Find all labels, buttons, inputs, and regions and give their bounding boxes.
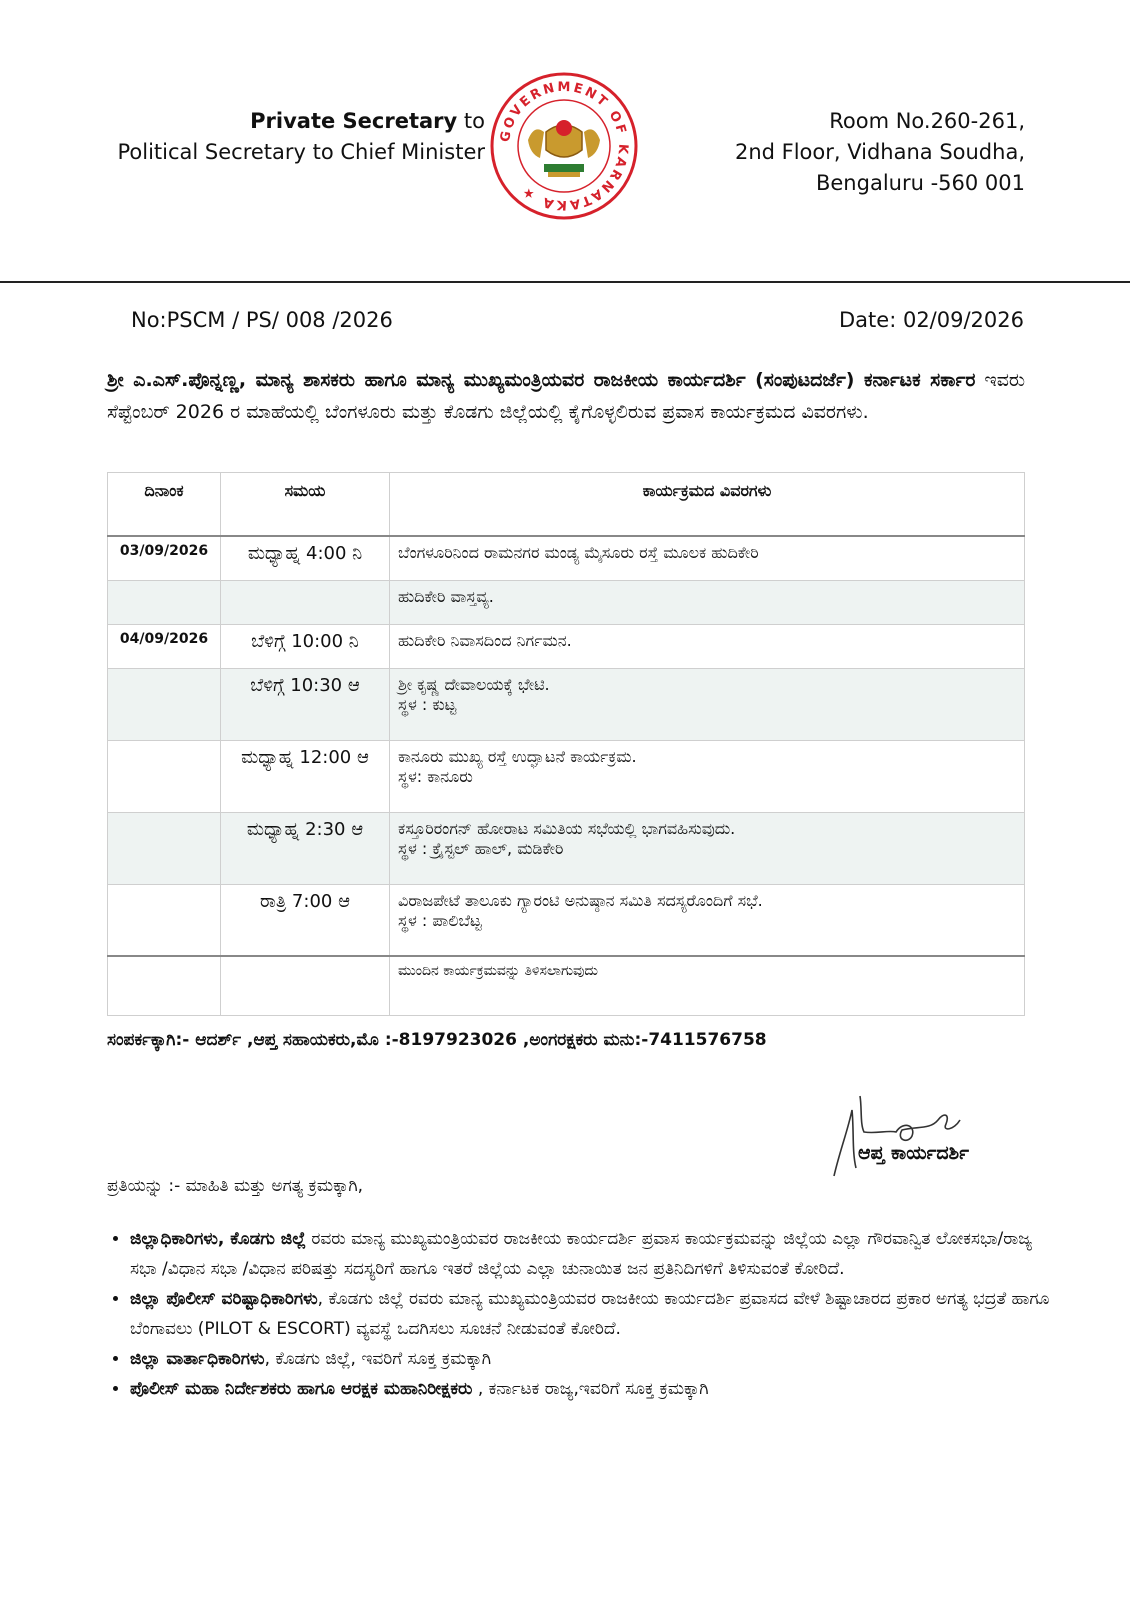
table-header-row [108,473,1025,537]
list-item [130,1224,1050,1284]
sender-title-line2: Political Secretary to Chief Minister [117,140,485,164]
details-location: ಸ್ಥಳ : ಪಾಲಿಬೆಟ್ಟ [398,910,482,930]
intro-paragraph [107,364,1025,428]
row-details [390,580,1025,624]
header-date: ದಿನಾಂಕ [108,473,221,537]
intro-rest: ಇವರು ಸೆಪ್ಟೆಂಬರ್ 2026 ರ ಮಾಹೆಯಲ್ಲಿ ಬೆಂಗಳೂರು ಮತ್ತು ಕೊಡಗು ಜಿಲ್ಲೆಯಲ್ಲಿ ಕೈಗೊಳ್ಳಲಿರುವ ಪ್ರವಾಸ ಕಾರ್ಯಕ್ರಮದ ವಿವರಗಳು. [107,369,1026,423]
list-item [130,1374,1050,1404]
details-location: ಸ್ಥಳ : ಕುಟ್ಟ [398,694,457,714]
details-line1: ಕಸ್ತೂರಿರಂಗನ್ ಹೋರಾಟ ಸಮಿತಿಯ ಸಭೆಯಲ್ಲಿ ಭಾಗವಹಿಸುವುದು. [398,818,736,838]
table-row [108,884,1025,956]
signature-icon [826,1090,1016,1180]
row-time: ಬೆಳಿಗ್ಗೆ 10:30 ಆ [221,668,390,740]
intro-bold: ಶ್ರೀ ಎ.ಎಸ್.ಪೊನ್ನಣ್ಣ, ಮಾನ್ಯ ಶಾಸಕರು ಹಾಗೂ ಮಾನ್ಯ ಮುಖ್ಯಮಂತ್ರಿಯವರ ರಾಜಕೀಯ ಕಾರ್ಯದರ್ಶಿ (ಸಂಪುಟದರ್ಜೆ) ಕರ್ನಾಟಕ ಸರ್ಕಾರ [107,369,976,391]
row-time: ಮಧ್ಯಾಹ್ನ 4:00 ನಿ [221,536,390,580]
row-time: ರಾತ್ರಿ 7:00 ಆ [221,884,390,956]
table-row [108,668,1025,740]
row-date [108,668,221,740]
recipient-list [110,1224,1050,1404]
schedule-table [107,472,1025,1016]
row-date: 04/09/2026 [108,624,221,668]
recipient-instruction: ರವರು ಮಾನ್ಯ ಮುಖ್ಯಮಂತ್ರಿಯವರ ರಾಜಕೀಯ ಕಾರ್ಯದರ್ಶಿ ಪ್ರವಾಸ ಕಾರ್ಯಕ್ರಮವನ್ನು ಜಿಲ್ಲೆಯ ಎಲ್ಲಾ ಗೌರವಾನ್ವಿತ ಲೋಕಸಭಾ/ರಾಜ್ಯ ಸಭಾ /ವಿಧಾನ ಸಭಾ /ವಿಧಾನ ಪರಿಷತ್ತು ಸದಸ್ಯರಿಗೆ ಹಾಗೂ ಇತರೆ ಜಿಲ್ಲೆಯ ಎಲ್ಲಾ ಚುನಾಯಿತ ಜನ ಪ್ರತಿನಿದಿಗಳಿಗೆ ತಿಳಿಸುವಂತೆ ಕೋರಿದೆ. [130,1229,1033,1279]
header-details: ಕಾರ್ಯಕ್ರಮದ ವಿವರಗಳು [390,473,1025,537]
table-row [108,536,1025,580]
recipient-name: ಜಿಲ್ಲಾ ವಾರ್ತಾಧಿಕಾರಿಗಳು [130,1349,265,1369]
row-time [221,580,390,624]
recipient-name: ಪೊಲೀಸ್ ಮಹಾ ನಿರ್ದೇಶಕರು ಹಾಗೂ ಆರಕ್ಷಕ ಮಹಾನಿರೀಕ್ಷಕರು [130,1379,473,1399]
recipient-instruction: , ಕೊಡಗು ಜಿಲ್ಲೆ ರವರು ಮಾನ್ಯ ಮುಖ್ಯಮಂತ್ರಿಯವರ ರಾಜಕೀಯ ಕಾರ್ಯದರ್ಶಿ ಪ್ರವಾಸದ ವೇಳೆ ಶಿಷ್ಟಾಚಾರದ ಪ್ರಕಾರ ಅಗತ್ಯ ಭದ್ರತೆ ಹಾಗೂ ಬೆಂಗಾವಲು (PILOT & ESCORT) ವ್ಯವಸ್ಥೆ ಒದಗಿಸಲು ಸೂಚನೆ ನೀಡುವಂತೆ ಕೋರಿದೆ. [130,1289,1050,1339]
recipient-name: ಜಿಲ್ಲಾಧಿಕಾರಿಗಳು, ಕೊಡಗು ಜಿಲ್ಲೆ [130,1229,306,1249]
details-line1: ಹುದಿಕೇರಿ ನಿವಾಸದಿಂದ ನಿರ್ಗಮನ. [398,630,572,650]
sender-title-rest: to [457,109,485,133]
details-location: ಸ್ಥಳ: ಕಾನೂರು [398,766,473,786]
sender-designation [100,106,485,168]
recipient-name: ಜಿಲ್ಲಾ ಪೊಲೀಸ್ ವರಿಷ್ಟಾಧಿಕಾರಿಗಳು [130,1289,318,1309]
details-line1: ಬೆಂಗಳೂರಿನಿಂದ ರಾಮನಗರ ಮಂಡ್ಯ ಮೈಸೂರು ರಸ್ತೆ ಮೂಲಕ ಹುದಿಕೇರಿ [398,543,759,562]
recipient-instruction: , ಕೊಡಗು ಜಿಲ್ಲೆ, ಇವರಿಗೆ ಸೂಕ್ತ ಕ್ರಮಕ್ಕಾಗಿ [264,1349,492,1369]
signatory-title: ಆಪ್ತ ಕಾರ್ಯದರ್ಶಿ [858,1142,969,1164]
svg-text:GOVERNMENT OF KARNATAKA ★: GOVERNMENT OF KARNATAKA ★ [497,79,631,213]
reference-number: No:PSCM / PS/ 008 /2026 [131,308,393,332]
row-details [390,624,1025,668]
letter-date: Date: 02/09/2026 [839,308,1024,332]
government-seal-icon [488,70,640,222]
recipient-instruction: , ಕರ್ನಾಟಕ ರಾಜ್ಯ,ಇವರಿಗೆ ಸೂಕ್ತ ಕ್ರಮಕ್ಕಾಗಿ [472,1379,709,1399]
list-item [130,1344,1050,1374]
row-details [390,536,1025,580]
office-address [700,106,1025,199]
row-time: ಮಧ್ಯಾಹ್ನ 12:00 ಆ [221,740,390,812]
details-line1: ಹುದಿಕೇರಿ ವಾಸ್ತವ್ಯ. [398,586,494,606]
address-line-3: Bengaluru -560 001 [815,171,1025,195]
list-item [130,1284,1050,1344]
table-footer-row [108,956,1025,1016]
details-location: ಸ್ಥಳ : ಕ್ರೈಸ್ಟಲ್ ಹಾಲ್, ಮಡಿಕೇರಿ [398,838,564,858]
footer-note: ಮುಂದಿನ ಕಾರ್ಯಕ್ರಮವನ್ನು ತಿಳಿಸಲಾಗುವುದು [390,956,1025,1016]
table-row [108,740,1025,812]
footer-empty-time [221,956,390,1016]
table-row [108,812,1025,884]
copy-to-line: ಪ್ರತಿಯನ್ನು :- ಮಾಹಿತಿ ಮತ್ತು ಅಗತ್ಯ ಕ್ರಮಕ್ಕಾಗಿ, [107,1176,364,1196]
row-date [108,580,221,624]
address-line-2: 2nd Floor, Vidhana Soudha, [734,140,1025,164]
row-time: ಬೆಳಿಗ್ಗೆ 10:00 ನಿ [221,624,390,668]
row-time: ಮಧ್ಯಾಹ್ನ 2:30 ಆ [221,812,390,884]
table-row [108,580,1025,624]
row-date: 03/09/2026 [108,536,221,580]
address-line-1: Room No.260-261, [829,109,1025,133]
row-date [108,884,221,956]
contact-details: ಸಂಪರ್ಕಕ್ಕಾಗಿ:- ಆದರ್ಶ್ ,ಆಪ್ತ ಸಹಾಯಕರು,ಮೊ :-8197923026 ,ಅಂಗರಕ್ಷಕರು ಮನು:-7411576758 [107,1030,767,1050]
header-time: ಸಮಯ [221,473,390,537]
row-date [108,740,221,812]
row-details [390,668,1025,740]
sender-title-bold: Private Secretary [250,109,458,133]
row-details [390,884,1025,956]
footer-empty-date [108,956,221,1016]
header-divider [0,281,1130,283]
details-line1: ಕಾನೂರು ಮುಖ್ಯ ರಸ್ತೆ ಉದ್ಘಾಟನೆ ಕಾರ್ಯಕ್ರಮ. [398,746,637,766]
row-date [108,812,221,884]
details-line1: ಶ್ರೀ ಕೃಷ್ಣ ದೇವಾಲಯಕ್ಕೆ ಭೇಟಿ. [398,674,550,694]
row-details [390,812,1025,884]
table-row [108,624,1025,668]
details-line1: ವಿರಾಜಪೇಟೆ ತಾಲೂಕು ಗ್ಯಾರಂಟಿ ಅನುಷ್ಠಾನ ಸಮಿತಿ ಸದಸ್ಯರೊಂದಿಗೆ ಸಭೆ. [398,890,763,910]
row-details [390,740,1025,812]
